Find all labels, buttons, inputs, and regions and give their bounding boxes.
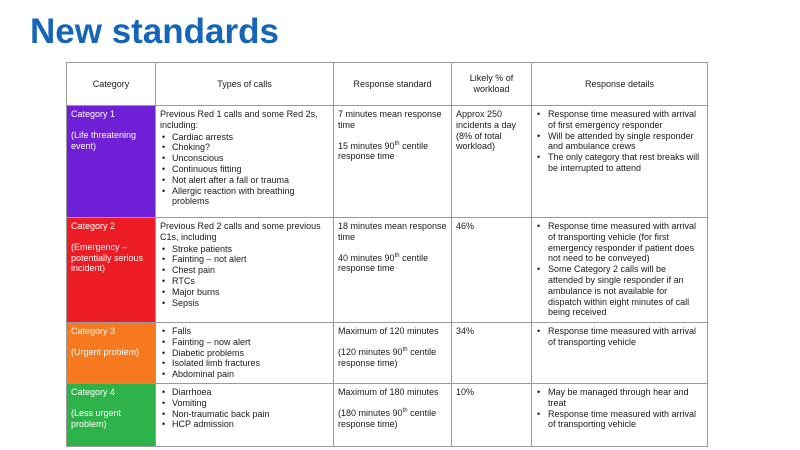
response-details-cell bbox=[532, 218, 708, 323]
response-details-cell bbox=[532, 383, 708, 446]
response-standard-cell bbox=[334, 383, 452, 446]
list-item: • Non-traumatic back pain bbox=[172, 409, 329, 420]
list-item: • Diarrhoea bbox=[172, 387, 329, 398]
standards-table-container bbox=[66, 62, 707, 443]
header-category: Category bbox=[67, 63, 156, 106]
standard-secondary-text: (180 minutes 90 bbox=[338, 407, 403, 418]
workload-value: 34% bbox=[456, 326, 475, 336]
standard-secondary bbox=[338, 141, 447, 163]
types-of-calls-cell bbox=[156, 383, 334, 446]
list-item: • Not alert after a fall or trauma bbox=[172, 175, 329, 186]
header-workload: Likely % of workload bbox=[452, 63, 532, 106]
details-list bbox=[536, 326, 703, 348]
details-list bbox=[536, 221, 703, 318]
list-item: • Major burns bbox=[172, 287, 329, 298]
category-description: (Urgent problem) bbox=[71, 346, 140, 357]
standard-secondary bbox=[338, 347, 447, 369]
standard-secondary bbox=[338, 408, 447, 430]
category-cell bbox=[67, 383, 156, 446]
list-item: • Response time measured with arrival of transporting vehicle bbox=[548, 409, 703, 431]
list-item: • Cardiac arrests bbox=[172, 132, 329, 143]
types-of-calls-cell bbox=[156, 106, 334, 218]
standard-secondary bbox=[338, 253, 447, 275]
category-description: (Less urgent problem) bbox=[71, 407, 122, 429]
table-row bbox=[67, 218, 708, 323]
list-item: • Sepsis bbox=[172, 298, 329, 309]
types-of-calls-cell bbox=[156, 218, 334, 323]
details-list bbox=[536, 109, 703, 174]
standard-main: 7 minutes mean response time bbox=[338, 109, 442, 130]
list-item: • Fainting – now alert bbox=[172, 337, 329, 348]
list-item: • Response time measured with arrival of first emergency responder bbox=[548, 109, 703, 131]
category-cell bbox=[67, 218, 156, 323]
response-standard-cell bbox=[334, 106, 452, 218]
standard-secondary-tail: centile response time bbox=[338, 140, 429, 162]
table-row bbox=[67, 323, 708, 384]
table-row bbox=[67, 106, 708, 218]
list-item: • Chest pain bbox=[172, 265, 329, 276]
list-item: • Will be attended by single responder and ambulance crews bbox=[548, 131, 703, 153]
list-item: • Continuous fitting bbox=[172, 164, 329, 175]
standard-main: 18 minutes mean response time bbox=[338, 221, 447, 242]
response-details-cell bbox=[532, 323, 708, 384]
standard-secondary-text: 40 minutes 90 bbox=[338, 252, 395, 263]
details-list bbox=[536, 387, 703, 430]
category-cell bbox=[67, 323, 156, 384]
ordinal-suffix: th bbox=[402, 346, 408, 353]
list-item: • Diabetic problems bbox=[172, 348, 329, 359]
table-header-row bbox=[67, 63, 708, 106]
response-standard-cell bbox=[334, 323, 452, 384]
workload-cell bbox=[452, 383, 532, 446]
category-name: Category 2 bbox=[71, 221, 116, 231]
ordinal-suffix: th bbox=[394, 140, 400, 147]
list-item: • May be managed through hear and treat bbox=[548, 387, 703, 409]
category-description: (Life threatening event) bbox=[71, 129, 137, 151]
list-item: • Stroke patients bbox=[172, 244, 329, 255]
workload-cell bbox=[452, 218, 532, 323]
category-name: Category 4 bbox=[71, 386, 116, 397]
list-item: • Allergic reaction with breathing problems bbox=[172, 186, 329, 208]
list-item: • The only category that rest breaks will be interrupted to attend bbox=[548, 152, 703, 174]
standard-secondary-tail: centile response time) bbox=[338, 346, 437, 368]
standard-main: Maximum of 120 minutes bbox=[338, 326, 439, 336]
header-response-standard: Response standard bbox=[334, 63, 452, 106]
ordinal-suffix: th bbox=[402, 407, 408, 414]
header-response-details: Response details bbox=[532, 63, 708, 106]
standards-table bbox=[66, 62, 708, 447]
list-item: • Vomiting bbox=[172, 398, 329, 409]
standard-secondary-text: (120 minutes 90 bbox=[338, 346, 403, 357]
calls-intro: Previous Red 1 calls and some Red 2s, including: bbox=[160, 109, 318, 130]
ordinal-suffix: th bbox=[394, 252, 400, 259]
workload-value: 10% bbox=[456, 386, 475, 397]
standard-main: Maximum of 180 minutes bbox=[338, 386, 439, 397]
table-row bbox=[67, 383, 708, 446]
response-details-cell bbox=[532, 106, 708, 218]
calls-list bbox=[160, 132, 329, 208]
standard-secondary-tail: centile response time) bbox=[338, 407, 437, 429]
calls-list bbox=[160, 387, 329, 430]
list-item: • Choking? bbox=[172, 142, 329, 153]
calls-list bbox=[160, 244, 329, 309]
list-item: • Isolated limb fractures bbox=[172, 358, 329, 369]
workload-cell bbox=[452, 106, 532, 218]
header-types-of-calls: Types of calls bbox=[156, 63, 334, 106]
list-item: • Fainting – not alert bbox=[172, 254, 329, 265]
category-description: (Emergency – potentially serious incident) bbox=[71, 241, 144, 274]
workload-value: 46% bbox=[456, 221, 475, 231]
page-title: New standards bbox=[30, 12, 279, 51]
standard-secondary-text: 15 minutes 90 bbox=[338, 140, 395, 151]
list-item: • HCP admission bbox=[172, 419, 329, 430]
list-item: • Abdominal pain bbox=[172, 369, 329, 380]
category-name: Category 3 bbox=[71, 326, 116, 336]
calls-list bbox=[160, 326, 329, 380]
list-item: • Some Category 2 calls will be attended by single responder if an ambulance is not available for dispatch within eight minutes of call being received bbox=[548, 264, 703, 318]
types-of-calls-cell bbox=[156, 323, 334, 384]
list-item: • Response time measured with arrival of transporting vehicle (for first emergency responder if patient does not need to be conveyed) bbox=[548, 221, 703, 264]
calls-intro: Previous Red 2 calls and some previous C1s, including bbox=[160, 221, 321, 242]
workload-cell bbox=[452, 323, 532, 384]
list-item: • RTCs bbox=[172, 276, 329, 287]
category-name: Category 1 bbox=[71, 109, 116, 119]
category-cell bbox=[67, 106, 156, 218]
table-body bbox=[67, 106, 708, 447]
list-item: • Unconscious bbox=[172, 153, 329, 164]
standard-secondary-tail: centile response time bbox=[338, 252, 429, 274]
response-standard-cell bbox=[334, 218, 452, 323]
list-item: • Falls bbox=[172, 326, 329, 337]
list-item: • Response time measured with arrival of transporting vehicle bbox=[548, 326, 703, 348]
workload-value: Approx 250 incidents a day (8% of total workload) bbox=[456, 109, 517, 152]
